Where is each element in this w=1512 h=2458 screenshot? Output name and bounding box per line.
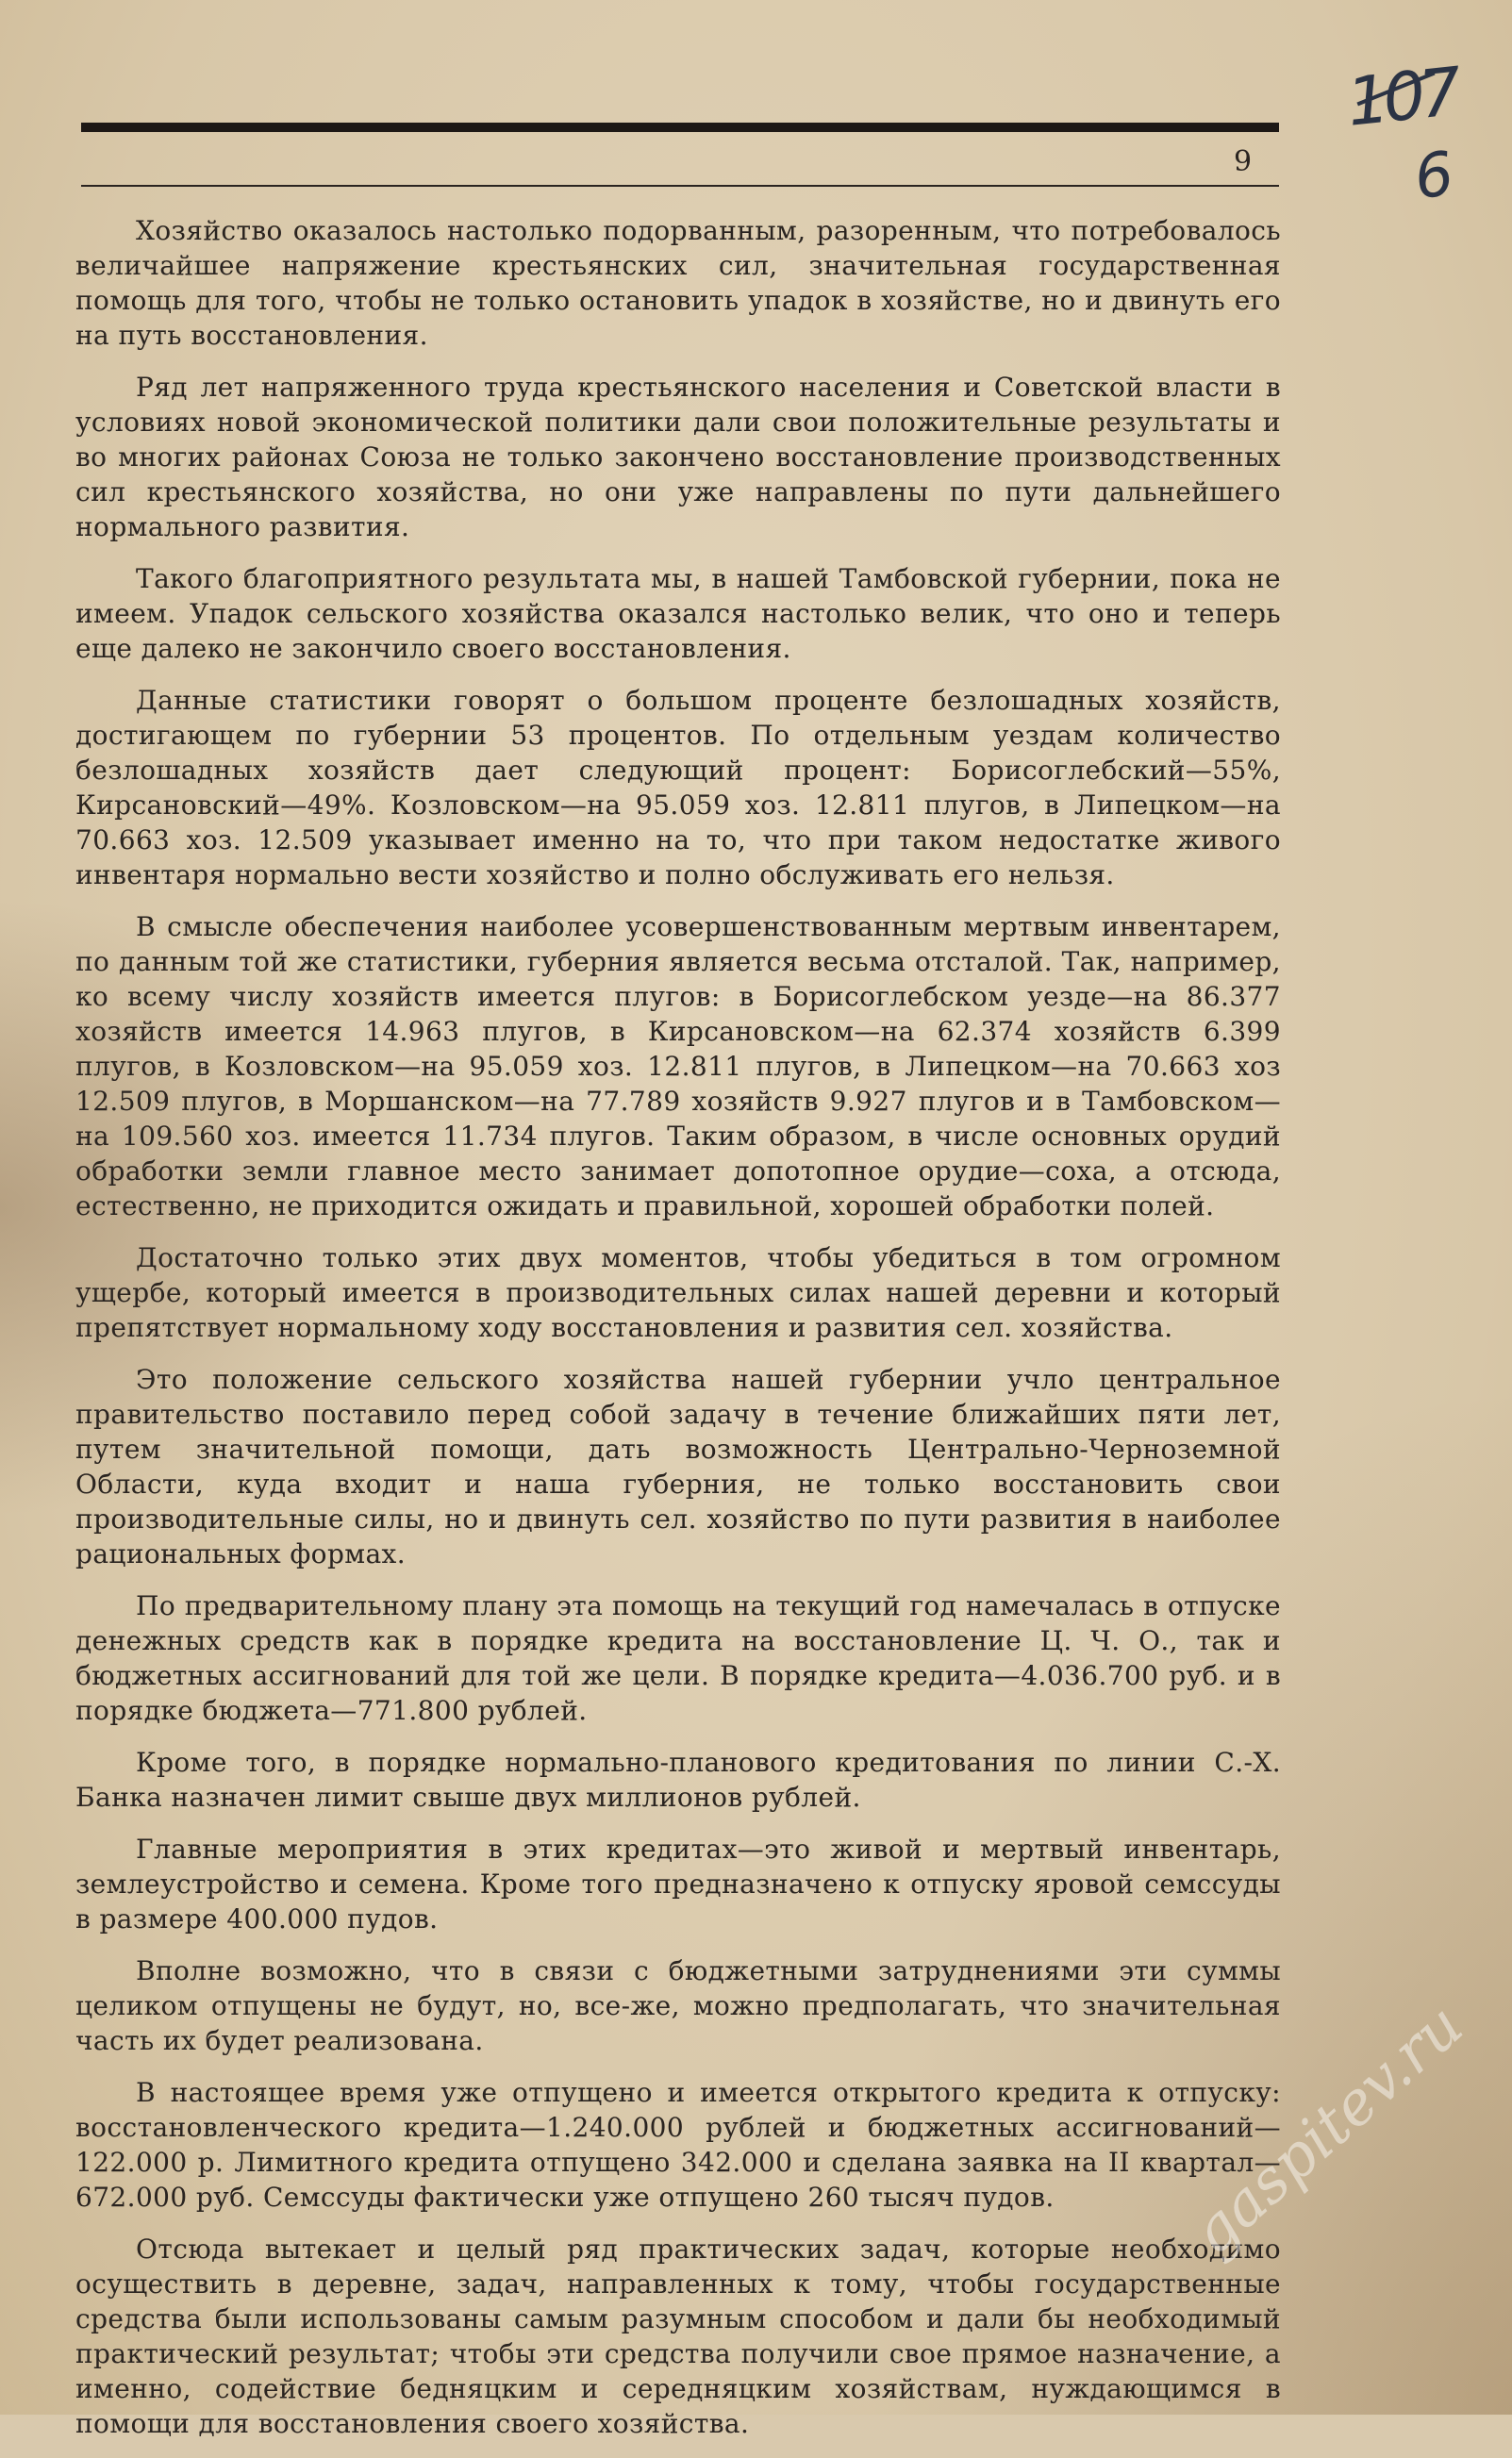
page-number: 9	[1234, 145, 1254, 178]
paragraph: Кроме того, в порядке нормально-планового кредитования по линии С.-Х. Банка назначен лимит свыше двух миллионов рублей.	[75, 1747, 1281, 1813]
paragraph: Такого благоприятного результата мы, в нашей Тамбовской губернии, пока не имеем. Упадок сельского хозяйства оказался настолько велик, что оно и теперь еще далеко не закончило своего восстановления.	[75, 563, 1281, 664]
header-rule-thick	[81, 123, 1279, 132]
header-rule-thin	[81, 185, 1279, 187]
article-body	[75, 213, 1281, 2458]
paragraph: По предварительному плану эта помощь на текущий год намечалась в отпуске денежных средств как в порядке кредита на восстановление Ц. Ч. О., так и бюджетных ассигнований для той же цели. В порядке кредита—4.036.700 руб. и в порядке бюджета—771.800 рублей.	[75, 1590, 1281, 1726]
watermark: gaspitev.ru	[1179, 1990, 1477, 2268]
paragraph: В смысле обеспечения наиболее усовершенствованным мертвым инвентарем, по данным той же статистики, губерния является весьма отсталой. Так, например, ко всему числу хозяйств имеется плугов: в Борисоглебском уезде—на 86.377 хозяйств имеется 14.963 плугов, в Кирсановском—на 62.374 хозяйств 6.399 плугов, в Козловском—на 95.059 хоз. 12.811 плугов, в Липецком—на 70.663 хоз 12.509 плугов, в Моршанском—на 77.789 хозяйств 9.927 плугов и в Тамбовском—на 109.560 хоз. имеется 11.734 плугов. Таким образом, в числе основных орудий обработки земли главное место занимает допотопное орудие—соха, а отсюда, естественно, не приходится ожидать и правильной, хорошей обработки полей.	[75, 911, 1281, 1221]
paragraph: Ряд лет напряженного труда крестьянского населения и Советской власти в условиях новой экономической политики дали свои положительные результаты и во многих районах Союза не только закончено восстановление производственных сил крестьянского хозяйства, но они уже направлены по пути дальнейшего нормального развития.	[75, 372, 1281, 542]
paragraph: Вполне возможно, что в связи с бюджетными затруднениями эти суммы целиком отпущены не будут, но, все-же, можно предполагать, что значительная часть их будет реализована.	[75, 1955, 1281, 2056]
paragraph: Отсюда вытекает и целый ряд практических задач, которые необходимо осуществить в деревне, задач, направленных к тому, чтобы государственные средства были использованы самым разумным способом и дали бы необходимый практический результат; чтобы эти средства получили свое прямое назначение, а именно, содействие бедняцким и середняцким хозяйствам, нуждающимся в помощи для восстановления своего хозяйства.	[75, 2234, 1281, 2439]
handwritten-sheet-number: 6	[1410, 139, 1458, 214]
paragraph: Данные статистики говорят о большом проценте безлошадных хозяйств, достигающем по губернии 53 процентов. По отдельным уездам количество безлошадных хозяйств дает следующий процент: Борисоглебский—55%, Кирсановский—49%. Козловском—на 95.059 хоз. 12.811 плугов, в Липецком—на 70.663 хоз. 12.509 указывает именно на то, что при таком недостатке живого инвентаря нормально вести хозяйство и полно обслуживать его нельзя.	[75, 685, 1281, 890]
paragraph: В настоящее время уже отпущено и имеется открытого кредита к отпуску: восстановленческого кредита—1.240.000 рублей и бюджетных ассигнований—122.000 р. Лимитного кредита отпущено 342.000 и сделана заявка на II квартал—672.000 руб. Семссуды фактически уже отпущено 260 тысяч пудов.	[75, 2077, 1281, 2213]
paragraph: Главные мероприятия в этих кредитах—это живой и мертвый инвентарь, землеустройство и семена. Кроме того предназначено к отпуску яровой семссуды в размере 400.000 пудов.	[75, 1834, 1281, 1935]
handwritten-folio-number: 107	[1343, 53, 1460, 141]
paragraph: Достаточно только этих двух моментов, чтобы убедиться в том огромном ущербе, который имеется в производительных силах нашей деревни и который препятствует нормальному ходу восстановления и развития сел. хозяйства.	[75, 1242, 1281, 1343]
paragraph: Хозяйство оказалось настолько подорванным, разоренным, что потребовалось величайшее напряжение крестьянских сил, значительная государственная помощь для того, чтобы не только остановить упадок в хозяйстве, но и двинуть его на путь восстановления.	[75, 215, 1281, 351]
paragraph: Это положение сельского хозяйства нашей губернии учло центральное правительство поставило перед собой задачу в течение ближайших пяти лет, путем значительной помощи, дать возможность Центрально-Черноземной Области, куда входит и наша губерния, не только восстановить свои производительные силы, но и двинуть сел. хозяйство по пути развития в наиболее рациональных формах.	[75, 1364, 1281, 1569]
